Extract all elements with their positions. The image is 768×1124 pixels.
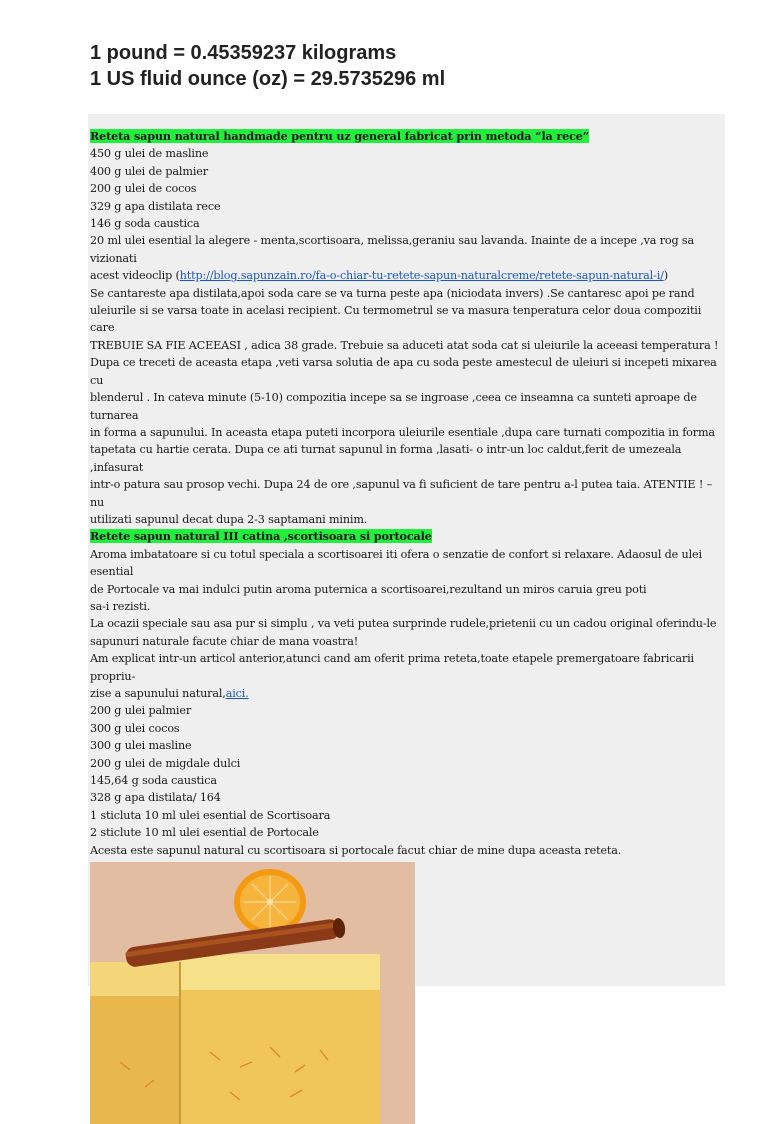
unit-conversions	[90, 40, 445, 92]
video-prefix: acest videoclip (	[90, 269, 180, 283]
intro-line: de Portocale va mai indulci putin aroma puternica a scortisoarei,rezultand un miros caruia greu poti	[90, 582, 647, 596]
pound-conversion: 1 pound = 0.45359237 kilograms	[90, 42, 397, 64]
fluid-ounce-conversion: 1 US fluid ounce (oz) = 29.5735296 ml	[90, 68, 446, 90]
ingredient-line: 145,64 g soda caustica	[90, 774, 217, 788]
intro-line: Aroma imbatatoare si cu totul speciala a scortisoarei iti ofera o senzatie de confort si relaxare. Adaosul de ulei esential	[90, 547, 702, 579]
intro-line: Am explicat intr-un articol anterior,atunci cand am oferit prima reteta,toate etapele premergatoare fabricarii propriu-	[90, 652, 694, 683]
recipe2-intro	[90, 546, 725, 685]
previous-article-line	[90, 685, 725, 702]
instruction-line: tapetata cu hartie cerata. Dupa ce ati turnat sapunul in forma ,lasati- o intr-un loc caldut,ferit de umezeala ,infasurat	[90, 443, 682, 474]
intro-line: sa-i rezisti.	[90, 599, 151, 613]
instruction-line: intr-o patura sau prosop vechi. Dupa 24 de ore ,sapunul va fi suficient de tare pentru a-l putea taia. ATENTIE ! – nu	[90, 478, 713, 509]
link-prefix: zise a sapunului natural,	[90, 687, 226, 700]
recipe2-ingredients	[90, 702, 725, 841]
intro-line: La ocazii speciale sau asa pur si simplu , va veti putea surprinde rudele,prietenii cu un cadou original oferindu-le	[90, 617, 717, 631]
instruction-line: Dupa ce treceti de aceasta etapa ,veti varsa solutia de apa cu soda peste amestecul de uleiuri si incepeti mixarea cu	[90, 356, 717, 387]
video-line	[90, 267, 725, 284]
ingredient-line: 328 g apa distilata/ 164	[90, 791, 221, 805]
instruction-line: TREBUIE SA FIE ACEEASI , adica 38 grade. Trebuie sa aduceti atat soda cat si uleiurile la aceeasi temperatura !	[90, 338, 719, 352]
instruction-line: blenderul . In cateva minute (5-10) compozitia incepe sa se ingroase ,ceea ce inseamna ca sunteti aproape de turnarea	[90, 391, 697, 422]
recipe1-ingredients	[90, 145, 725, 232]
ingredient-line: 329 g apa distilata rece	[90, 199, 221, 213]
ingredient-line: 200 g ulei de cocos	[90, 182, 197, 196]
ingredient-line: 400 g ulei de palmier	[90, 164, 208, 178]
ingredient-line: 200 g ulei palmier	[90, 704, 192, 718]
essential-oil-line: 20 ml ulei esential la alegere - menta,scortisoara, melissa,geraniu sau lavanda. Inainte de a incepe ,va rog sa vizionati	[90, 234, 695, 265]
recipe1-instructions	[90, 285, 725, 529]
instruction-line: in forma a sapunului. In aceasta etapa puteti incorpora uleiurile esentiale ,dupa care turnati compozitia in forma	[90, 425, 715, 439]
closing-line: Acesta este sapunul natural cu scortisoara si portocale facut chiar de mine dupa aceasta reteta.	[90, 843, 622, 857]
recipe2-title: Retete sapun natural III catina ,scortisoara si portocale	[90, 529, 432, 544]
instruction-line: Se cantareste apa distilata,apoi soda care se va turna peste apa (niciodata invers) .Se cantaresc apoi pe rand	[90, 286, 695, 300]
soap-photo	[90, 862, 415, 1124]
ingredient-line: 1 sticluta 10 ml ulei esential de Scortisoara	[90, 808, 331, 822]
ingredient-line: 450 g ulei de masline	[90, 147, 209, 161]
intro-line: sapunuri naturale facute chiar de mana voastra!	[90, 634, 359, 648]
video-suffix: )	[663, 269, 668, 283]
ingredient-line: 2 sticlute 10 ml ulei esential de Portocale	[90, 826, 319, 840]
instruction-line: uleiurile si se varsa toate in acelasi recipient. Cu termometrul se va masura tenperatura celor doua compozitii care	[90, 304, 702, 335]
soap-illustration	[90, 862, 415, 1124]
ingredient-line: 200 g ulei de migdale dulci	[90, 756, 241, 770]
previous-article-link[interactable]: aici.	[225, 687, 249, 700]
recipe1-title: Reteta sapun natural handmade pentru uz general fabricat prin metoda “la rece”	[90, 129, 590, 143]
ingredient-line: 300 g ulei cocos	[90, 721, 180, 735]
soap-bar-front-top	[90, 962, 180, 996]
video-link[interactable]: http://blog.sapunzain.ro/fa-o-chiar-tu-retete-sapun-naturalcreme/retete-sapun-natural-i/	[179, 269, 664, 283]
ingredient-line: 146 g soda caustica	[90, 217, 200, 231]
instruction-line: utilizati sapunul decat dupa 2-3 saptamani minim.	[90, 512, 368, 526]
article-body	[88, 114, 725, 986]
ingredient-line: 300 g ulei masline	[90, 739, 192, 753]
